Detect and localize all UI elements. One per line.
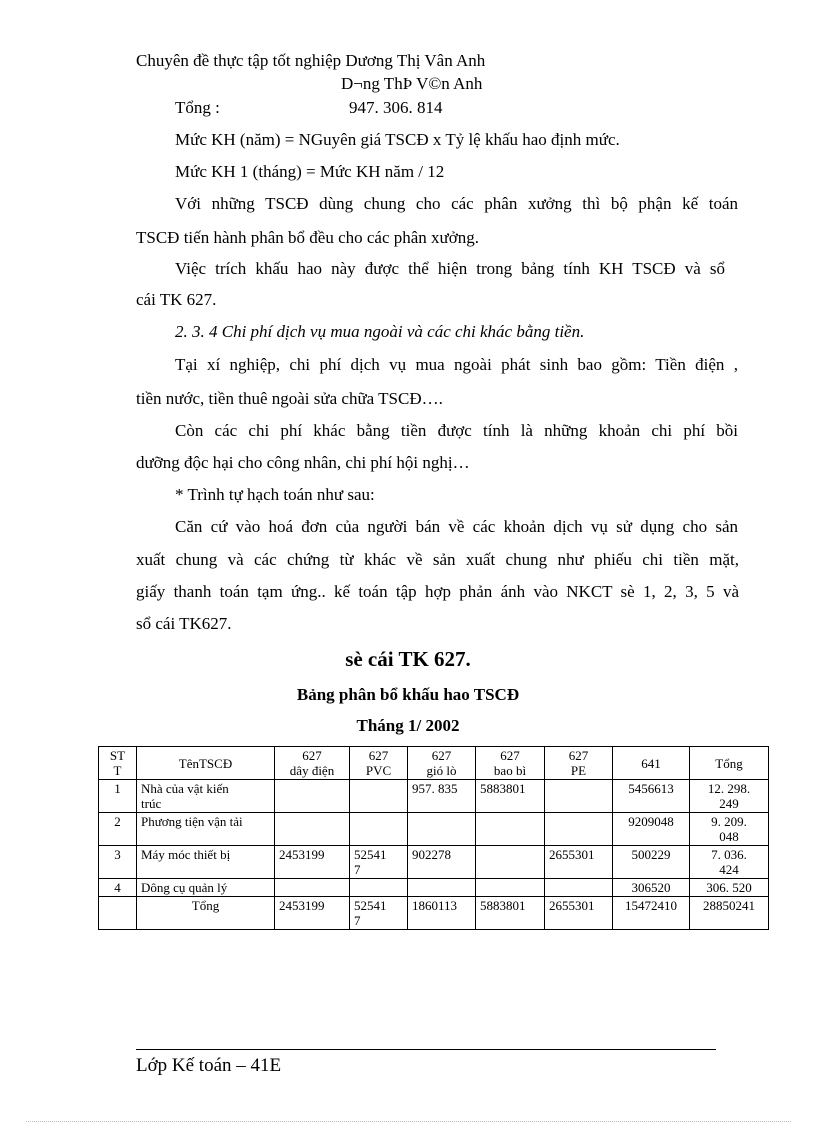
table-month: Tháng 1/ 2002 <box>356 716 460 735</box>
cell-627-pe <box>545 780 613 813</box>
header-627-pe: 627 PE <box>545 747 613 780</box>
cell-627-furnace: 957. 835 <box>408 780 476 813</box>
header-stt: ST T <box>99 747 137 780</box>
ledger-title: sè cái TK 627. <box>345 647 471 671</box>
cell-stt <box>99 897 137 930</box>
cell-627-pvc <box>350 780 408 813</box>
paragraph-3-line-2: tiền nước, tiền thuê ngoài sửa chữa TSCĐ…. <box>136 389 443 408</box>
footer-divider <box>136 1049 716 1050</box>
paragraph-5: * Trình tự hạch toán như sau: <box>175 485 375 504</box>
cell-627-packaging: 5883801 <box>476 780 545 813</box>
header-641: 641 <box>613 747 690 780</box>
cell-627-furnace <box>408 879 476 897</box>
table-title: Bảng phân bổ khấu hao TSCĐ <box>296 685 520 704</box>
cell-627-wire <box>275 780 350 813</box>
cell-641: 15472410 <box>613 897 690 930</box>
header-627-packaging: 627 bao bì <box>476 747 545 780</box>
paragraph-6-line-1: Căn cứ vào hoá đơn của người bán về các khoản dịch vụ sử dụng cho sản <box>175 517 738 536</box>
cell-asset-name: Nhà của vật kiến trúc <box>137 780 275 813</box>
total-value: 947. 306. 814 <box>349 98 443 117</box>
paragraph-1-line-2: TSCĐ tiến hành phân bổ đều cho các phân xưởng. <box>136 228 480 247</box>
header-627-pvc: 627 PVC <box>350 747 408 780</box>
paragraph-3-line-1: Tại xí nghiệp, chi phí dịch vụ mua ngoài phát sinh bao gồm: Tiền điện , <box>175 355 738 374</box>
paragraph-2-line-1: Việc trích khấu hao này được thể hiện trong bảng tính KH TSCĐ và sổ <box>175 259 725 278</box>
cell-627-pvc <box>350 813 408 846</box>
table-row <box>99 780 769 813</box>
cell-641: 306520 <box>613 879 690 897</box>
paragraph-4-line-1: Còn các chi phí khác bằng tiền được tính là những khoản chi phí bồi <box>175 421 738 440</box>
paragraph-6-line-4: sổ cái TK627. <box>136 614 232 633</box>
header-asset-name: TênTSCĐ <box>137 747 275 780</box>
cell-627-pvc: 52541 7 <box>350 897 408 930</box>
cell-627-wire <box>275 813 350 846</box>
cell-627-furnace <box>408 813 476 846</box>
paragraph-6-line-2: xuất chung và các chứng từ khác về sản xuất chung như phiếu chi tiền mặt, <box>136 550 739 569</box>
cell-total: 28850241 <box>690 897 769 930</box>
total-label: Tổng : <box>175 98 220 117</box>
page-border <box>26 1121 791 1122</box>
cell-627-wire <box>275 879 350 897</box>
header-line-2: D¬ng ThÞ V©n Anh <box>341 74 483 93</box>
section-heading: 2. 3. 4 Chi phí dịch vụ mua ngoài và các chi khác bằng tiền. <box>175 322 585 341</box>
footer-text: Lớp Kế toán – 41E <box>136 1055 282 1076</box>
cell-total-label: Tổng <box>137 897 275 930</box>
cell-627-pe <box>545 813 613 846</box>
cell-627-wire: 2453199 <box>275 897 350 930</box>
cell-627-pe: 2655301 <box>545 897 613 930</box>
cell-asset-name: Phương tiện vận tải <box>137 813 275 846</box>
paragraph-1-line-1: Với những TSCĐ dùng chung cho các phân xưởng thì bộ phận kế toán <box>175 194 738 213</box>
cell-627-furnace: 902278 <box>408 846 476 879</box>
table-row <box>99 879 769 897</box>
cell-627-packaging <box>476 846 545 879</box>
paragraph-2-line-2: cái TK 627. <box>136 290 217 309</box>
cell-stt: 2 <box>99 813 137 846</box>
cell-total: 12. 298. 249 <box>690 780 769 813</box>
table-total-row <box>99 897 769 930</box>
paragraph-6-line-3: giấy thanh toán tạm ứng.. kế toán tập hợp phản ánh vào NKCT sè 1, 2, 3, 5 và <box>136 582 739 601</box>
cell-stt: 3 <box>99 846 137 879</box>
table-row <box>99 813 769 846</box>
header-line-1: Chuyên đề thực tập tốt nghiệp Dương Thị Vân Anh <box>136 51 486 70</box>
paragraph-4-line-2: dưỡng độc hại cho công nhân, chi phí hội nghị… <box>136 453 470 472</box>
formula-month: Mức KH 1 (tháng) = Mức KH năm / 12 <box>175 162 445 181</box>
cell-641: 9209048 <box>613 813 690 846</box>
cell-total: 9. 209. 048 <box>690 813 769 846</box>
cell-627-packaging <box>476 879 545 897</box>
table-header-row <box>99 747 769 780</box>
header-627-furnace: 627 gió lò <box>408 747 476 780</box>
cell-total: 306. 520 <box>690 879 769 897</box>
cell-stt: 1 <box>99 780 137 813</box>
depreciation-table <box>98 746 769 930</box>
cell-627-pvc <box>350 879 408 897</box>
cell-asset-name: Máy móc thiết bị <box>137 846 275 879</box>
cell-641: 5456613 <box>613 780 690 813</box>
cell-627-furnace: 1860113 <box>408 897 476 930</box>
cell-total: 7. 036. 424 <box>690 846 769 879</box>
formula-year: Mức KH (năm) = NGuyên giá TSCĐ x Tỷ lệ khấu hao định mức. <box>175 130 620 149</box>
cell-stt: 4 <box>99 879 137 897</box>
table-row <box>99 846 769 879</box>
header-total: Tổng <box>690 747 769 780</box>
cell-627-pe: 2655301 <box>545 846 613 879</box>
cell-627-pvc: 52541 7 <box>350 846 408 879</box>
cell-627-packaging: 5883801 <box>476 897 545 930</box>
cell-asset-name: Dông cụ quản lý <box>137 879 275 897</box>
header-627-wire: 627 dây điện <box>275 747 350 780</box>
cell-627-packaging <box>476 813 545 846</box>
cell-641: 500229 <box>613 846 690 879</box>
cell-627-wire: 2453199 <box>275 846 350 879</box>
cell-627-pe <box>545 879 613 897</box>
